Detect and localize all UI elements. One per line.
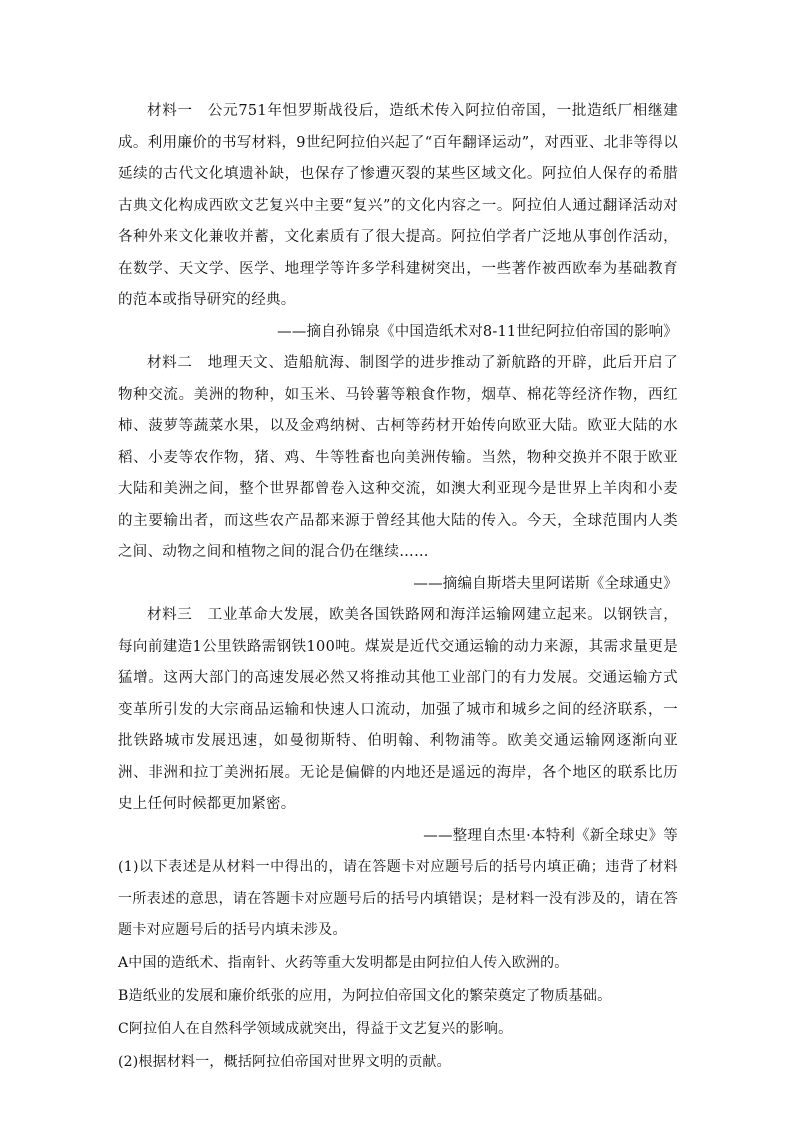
material-3-label: 材料三 xyxy=(147,607,193,623)
question-1-option-c: C阿拉伯人在自然科学领域成就突出，得益于文艺复兴的影响。 xyxy=(118,1020,513,1037)
question-1-prompt: (1)以下表述是从材料一中得出的，请在答题卡对应题号后的括号内填正确；违背了材料一所表述的意思，请在答题卡对应题号后的括号内填错误；是材料一没有涉及的，请在答题卡对应题号后的括号内填未涉及。 xyxy=(118,859,678,938)
material-2-source: ——摘编自斯塔夫里阿诺斯《全球通史》 xyxy=(413,575,678,592)
document-page xyxy=(118,96,678,1079)
question-2-prompt: (2)根据材料一，概括阿拉伯帝国对世界文明的贡献。 xyxy=(118,1053,451,1070)
material-1-paragraph xyxy=(118,96,678,317)
question-1-option-a: A中国的造纸术、指南针、火药等重大发明都是由阿拉伯人传入欧洲的。 xyxy=(118,954,569,971)
material-1-label: 材料一 xyxy=(147,103,193,119)
material-3-text: 工业革命大发展，欧美各国铁路网和海洋运输网建立起来。以钢铁言，每向前建造1公里铁路需钢铁100吨。煤炭是近代交通运输的动力来源，其需求量更是猛增。这两大部门的高速发展必然又将推动其他工业部门的有力发展。交通运输方式变革所引发的大宗商品运输和快速人口流动，加强了城市和城乡之间的经济联系，一批铁路城市发展迅速，如曼彻斯特、伯明翰、利物浦等。欧美交通运输网逐渐向亚洲、非洲和拉丁美洲拓展。无论是偏僻的内地还是遥远的海岸，各个地区的联系比历史上任何时候都更加紧密。 xyxy=(118,607,678,812)
material-2-paragraph xyxy=(118,348,678,569)
material-1-text: 公元751年怛罗斯战役后，造纸术传入阿拉伯帝国，一批造纸厂相继建成。利用廉价的书写材料，9世纪阿拉伯兴起了“百年翻译运动”，对西亚、北非等得以延续的古代文化填遗补缺，也保存了惨遭灭裂的某些区域文化。阿拉伯人保存的希腊古典文化构成西欧文艺复兴中主要“复兴”的文化内容之一。阿拉伯人通过翻译活动对各种外来文化兼收并蓄，文化素质有了很大提高。阿拉伯学者广泛地从事创作活动，在数学、天文学、医学、地理学等许多学科建树突出，一些著作被西欧奉为基础教育的范本或指导研究的经典。 xyxy=(118,103,678,308)
material-3-source: ——整理自杰里·本特利《新全球史》等 xyxy=(423,827,678,844)
material-2-text: 地理天文、造船航海、制图学的进步推动了新航路的开辟，此后开启了物种交流。美洲的物种，如玉米、马铃薯等粮食作物，烟草、棉花等经济作物，西红柿、菠萝等蔬菜水果，以及金鸡纳树、古柯等药材开始传向欧亚大陆。欧亚大陆的水稻、小麦等农作物，猪、鸡、牛等牲畜也向美洲传输。当然，物种交换并不限于欧亚大陆和美洲之间，整个世界都曾卷入这种交流，如澳大利亚现今是世界上羊肉和小麦的主要输出者，而这些农产品都来源于曾经其他大陆的传入。今天，全球范围内人类之间、动物之间和植物之间的混合仍在继续…… xyxy=(118,355,678,560)
material-1-source: ——摘自孙锦泉《中国造纸术对8-11世纪阿拉伯帝国的影响》 xyxy=(277,323,678,340)
material-2-label: 材料二 xyxy=(147,355,193,371)
material-3-paragraph xyxy=(118,600,678,821)
question-1-option-b: B造纸业的发展和廉价纸张的应用，为阿拉伯帝国文化的繁荣奠定了物质基础。 xyxy=(118,987,612,1004)
